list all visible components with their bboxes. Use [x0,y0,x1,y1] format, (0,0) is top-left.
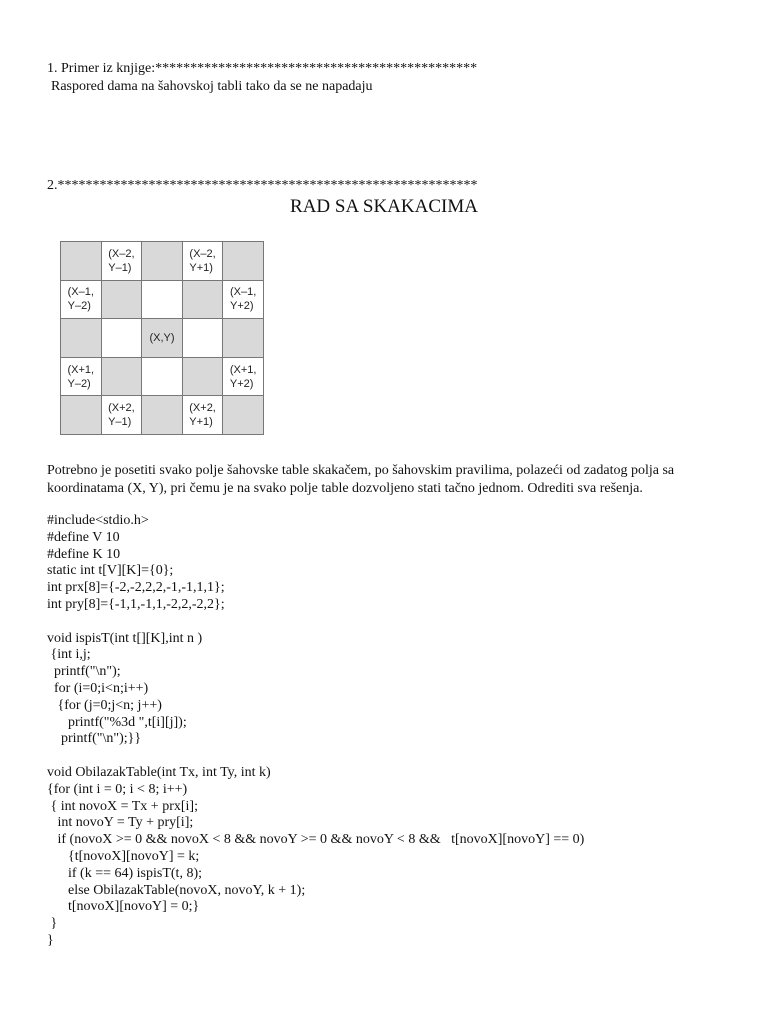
code-line: if (k == 64) ispisT(t, 8); [47,865,202,881]
code-line: } [47,932,54,948]
section-1-heading: 1. Primer iz knjige:********************************************** [47,61,478,76]
board-cell [102,281,143,320]
board-cell [102,242,143,281]
task-description [47,462,737,498]
code-line: for (i=0;i<n;i++) [47,680,149,696]
board-cell [102,319,143,358]
code-line: int novoY = Ty + pry[i]; [47,815,194,831]
board-cell-label: (X+2, Y–1) [108,402,135,429]
code-line: int pry[8]={-1,1,-1,1,-2,2,-2,2}; [47,596,225,612]
knight-moves-board [60,241,264,435]
code-line: #define K 10 [47,546,121,562]
board-cell-label: (X,Y) [149,331,175,344]
board-cell [142,319,183,358]
code-line: t[novoX][novoY] = 0;} [47,899,200,915]
board-cell [142,396,183,435]
code-line: {int i,j; [47,647,91,663]
board-cell [223,242,264,281]
board-cell-label: (X+1, Y–2) [67,363,95,390]
board-cell [183,396,224,435]
code-line: if (novoX >= 0 && novoX < 8 && novoY >= 0 && novoY < 8 && t[novoX][novoY] == 0) [47,832,585,848]
task-description-line-2: koordinatama (X, Y), pri čemu je na svako polje table dozvoljeno stati tačno jednom. Odrediti sva rešenja. [47,481,643,496]
code-line: void ispisT(int t[][K],int n ) [47,630,203,646]
board-cell [183,242,224,281]
code-listing [47,513,584,950]
board-cell [183,319,224,358]
code-line: #include<stdio.h> [47,513,149,528]
board-cell [142,358,183,397]
code-line: printf("\n");}} [47,731,142,747]
code-line: void ObilazakTable(int Tx, int Ty, int k) [47,764,271,780]
board-cell [102,358,143,397]
code-line: } [47,916,58,932]
code-line: {t[novoX][novoY] = k; [47,848,200,864]
task-description-line-1: Potrebno je posetiti svako polje šahovske table skakačem, po šahovskim pravilima, polazeći od zadatog polja sa [47,463,675,478]
code-line: {for (j=0;j<n; j++) [47,697,162,713]
board-cell [61,281,102,320]
code-line: { int novoX = Tx + prx[i]; [47,798,198,814]
code-line: else ObilazakTable(novoX, novoY, k + 1); [47,882,306,898]
board-cell [223,319,264,358]
board-cell-label: (X–1, Y–2) [67,286,94,313]
board-cell-label: (X–1, Y+2) [230,286,257,313]
board-cell [61,396,102,435]
board-cell-label: (X–2, Y–1) [108,247,135,274]
code-line: int prx[8]={-2,-2,2,2,-1,-1,1,1}; [47,580,225,596]
code-line [47,748,584,765]
board-cell [223,281,264,320]
code-line: printf("\n"); [47,664,121,680]
board-cell [223,358,264,397]
board-cell [183,358,224,397]
code-line: {for (int i = 0; i < 8; i++) [47,781,188,797]
board-cell-label: (X+2, Y+1) [189,402,216,429]
board-cell-label: (X+1, Y+2) [229,363,257,390]
board-cell [142,242,183,281]
section-1-subtitle: Raspored dama na šahovskoj tabli tako da se ne napadaju [51,79,373,94]
board-cell-label: (X–2, Y+1) [189,247,216,274]
board-cell [223,396,264,435]
page-title: RAD SA SKAKACIMA [290,196,478,217]
board-cell [183,281,224,320]
code-line: #define V 10 [47,529,120,545]
board-cell [61,319,102,358]
board-cell [61,242,102,281]
board-cell [142,281,183,320]
code-line: static int t[V][K]={0}; [47,563,174,579]
code-line: printf("%3d ",t[i][j]); [47,714,187,730]
board-cell [61,358,102,397]
code-line [47,614,584,631]
section-2-heading: 2.************************************************************ [47,178,478,193]
board-cell [102,396,143,435]
